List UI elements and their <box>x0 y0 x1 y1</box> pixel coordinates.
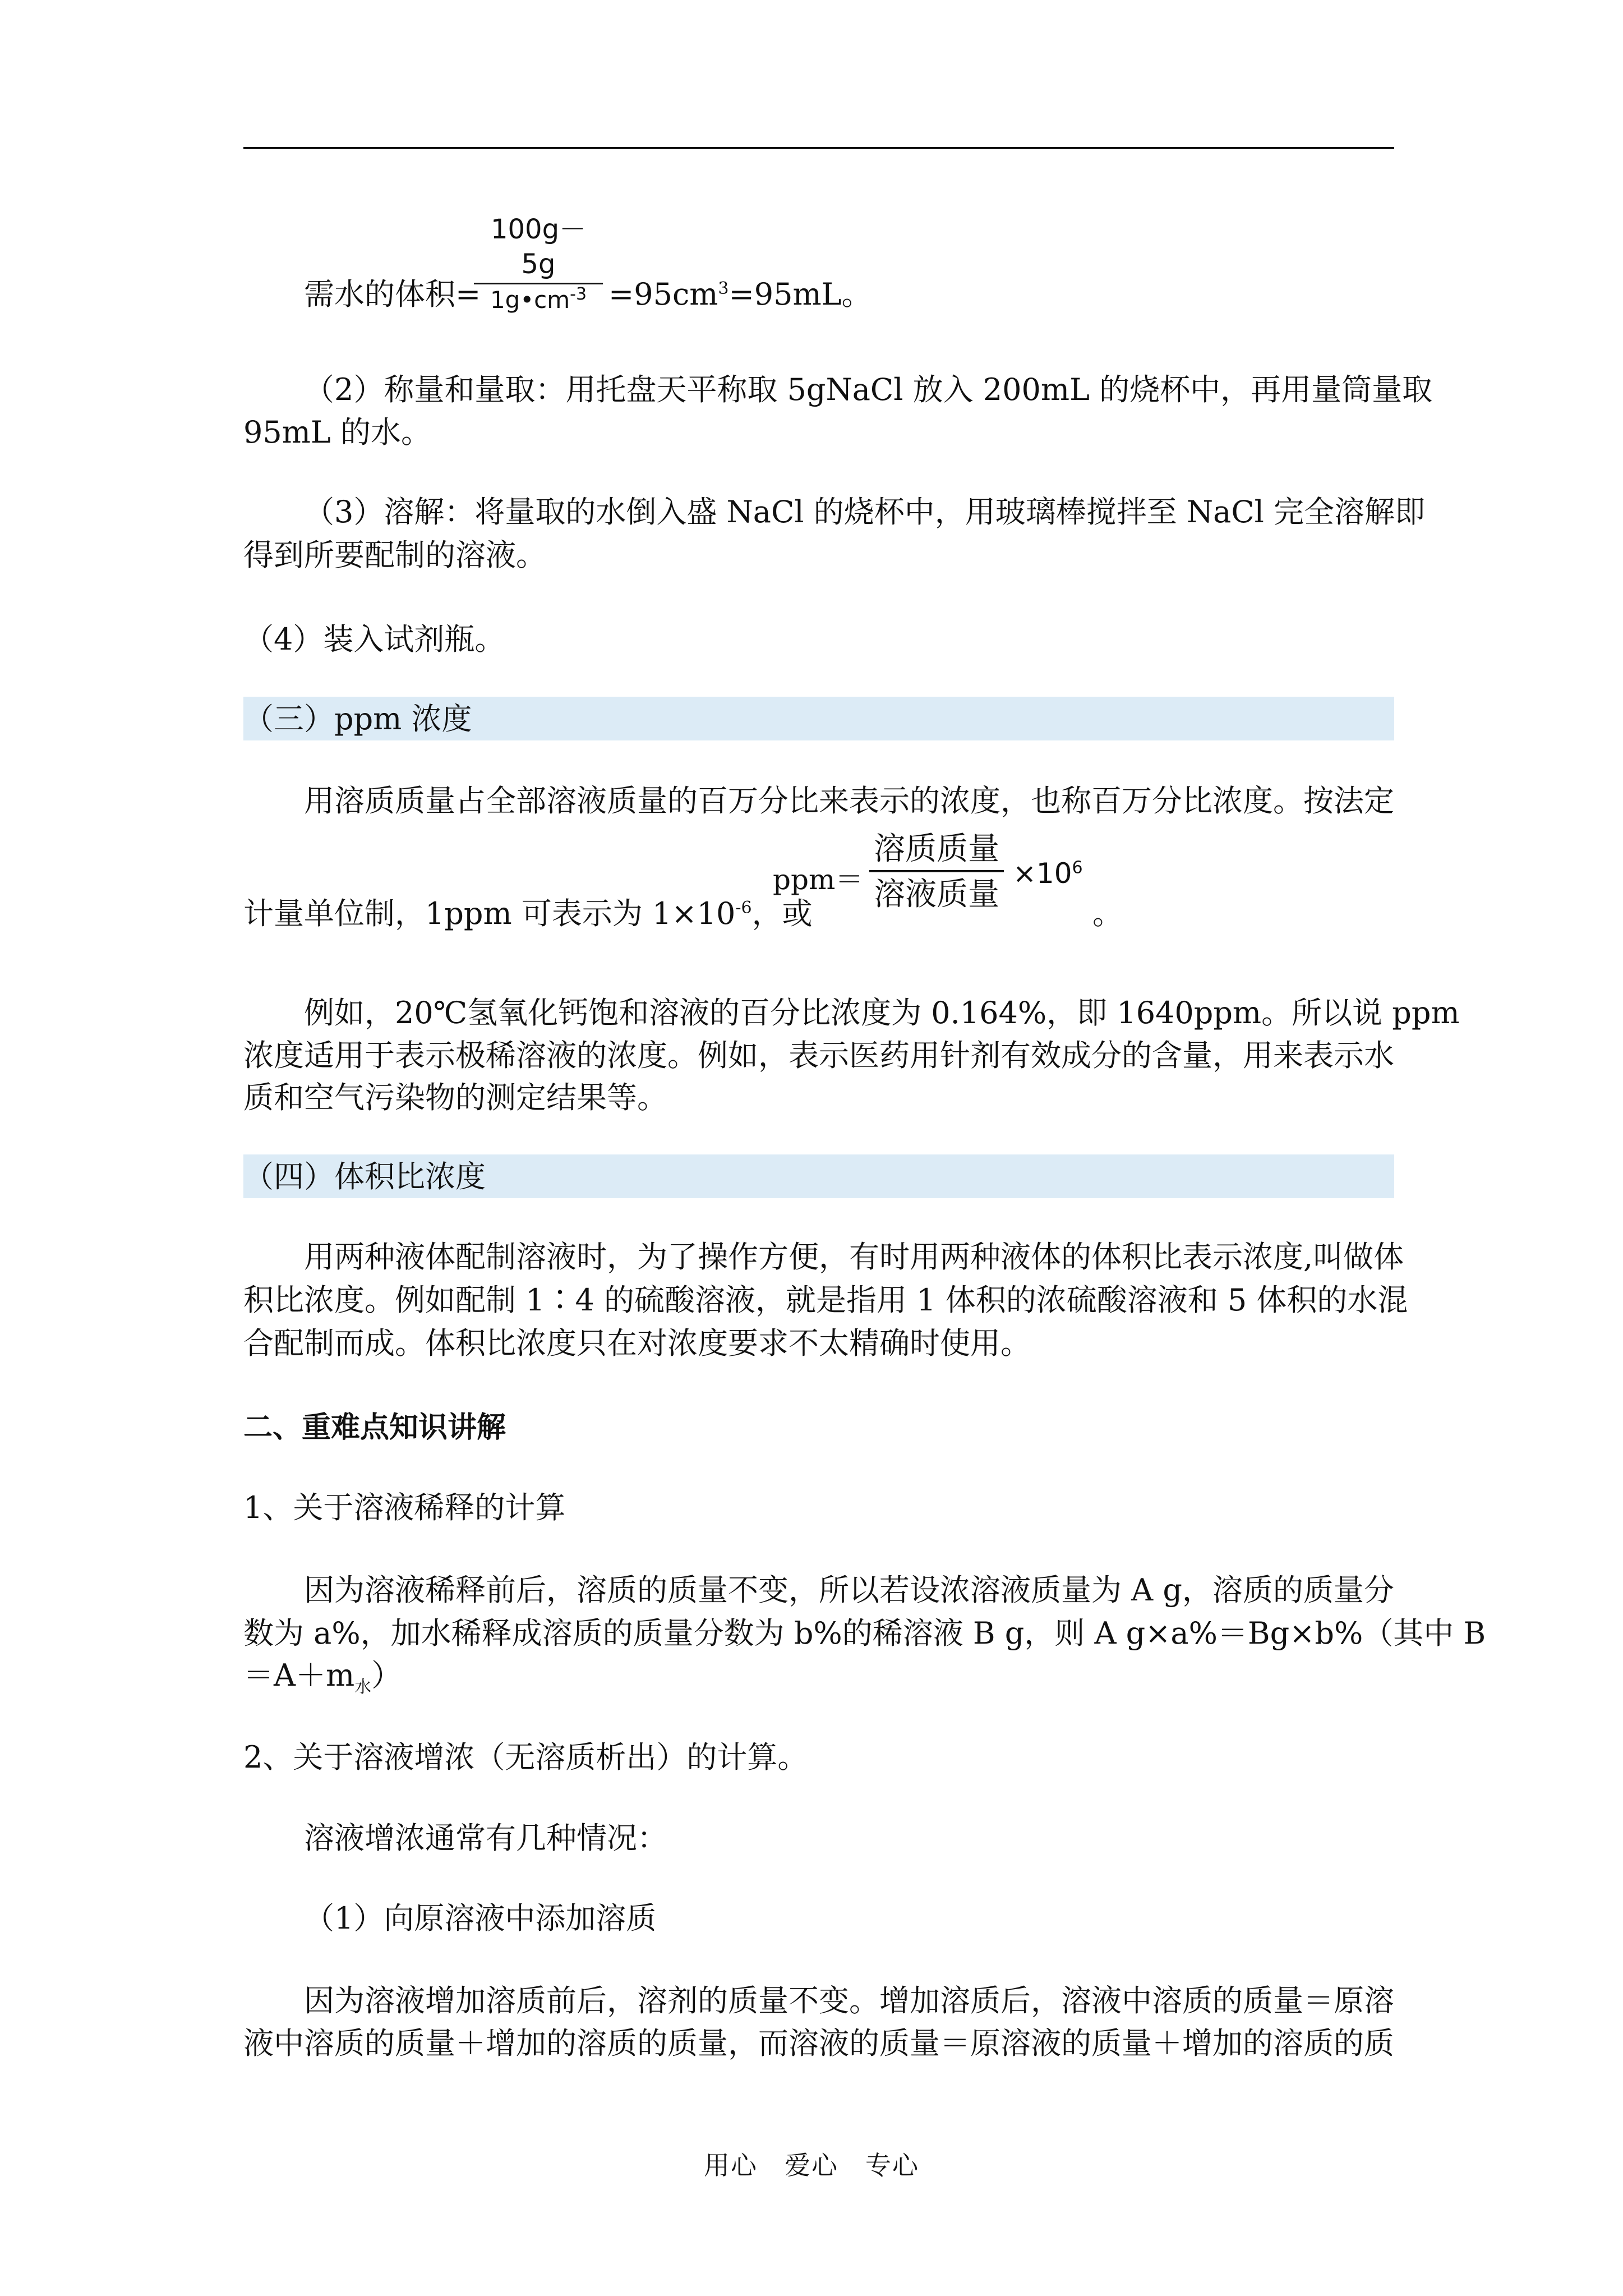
page-footer: 用心 爱心 专心 <box>704 2150 919 2180</box>
paragraph-dissolving: （3）溶解：将量取的水倒入盛 NaCl 的烧杯中，用玻璃棒搅拌至 NaCl 完全溶解即 <box>304 494 1426 530</box>
ppm-example-cont-1: 浓度适用于表示极稀溶液的浓度。例如，表示医药用针剂有效成分的含量，用来表示水 <box>243 1038 1394 1073</box>
volume-ratio-paragraph-cont-1: 积比浓度。例如配制 1∶4 的硫酸溶液，就是指用 1 体积的浓硫酸溶液和 5 体积的水混 <box>243 1282 1408 1318</box>
concentration-paragraph: 因为溶液增加溶质前后，溶剂的质量不变。增加溶质后，溶液中溶质的质量＝原溶 <box>304 1983 1394 2018</box>
concentration-intro: 溶液增浓通常有几种情况： <box>304 1820 667 1856</box>
dilution-paragraph: 因为溶液稀释前后，溶质的质量不变，所以若设浓溶液质量为 A g，溶质的质量分 <box>304 1572 1394 1608</box>
item-dilution-title: 1、关于溶液稀释的计算 <box>243 1490 566 1525</box>
ppm-unit-line: 计量单位制，1ppm 可表示为 $1\times 10^{-6}$，或 <box>243 896 813 931</box>
section-heading-volume-ratio: （四）体积比浓度 <box>243 1154 1394 1198</box>
ppm-numerator: 溶质质量 <box>874 831 999 867</box>
ppm-formula <box>773 830 1104 920</box>
paragraph-weighing: （2）称量和量取：用托盘天平称取 5gNaCl 放入 200mL 的烧杯中，再用量筒量取 <box>304 372 1433 407</box>
fraction-numerator: 100g－5g <box>490 214 587 280</box>
ppm-definition: 用溶质质量占全部溶液质量的百万分比来表示的浓度，也称百万分比浓度。按法定 <box>304 783 1394 818</box>
ppm-formula-fraction <box>869 830 1004 914</box>
header-rule <box>243 147 1394 149</box>
formula-water-volume-result: $=95cm^3=95mL$。 <box>608 277 872 312</box>
ppm-formula-lhs: ppm＝ <box>773 863 864 896</box>
fraction-denominator: $1g•cm^{-3}$ <box>490 284 587 314</box>
ppm-example-cont-2: 质和空气污染物的测定结果等。 <box>243 1080 667 1115</box>
volume-ratio-paragraph: 用两种液体配制溶液时，为了操作方便，有时用两种液体的体积比表示浓度,叫做体 <box>304 1239 1404 1274</box>
formula-prefix: 需水的体积= <box>304 277 481 312</box>
dilution-paragraph-cont-1: 数为 a%，加水稀释成溶质的质量分数为 b%的稀溶液 B g，则 A g×a%＝Bg×b%（其中 B <box>243 1616 1486 1651</box>
paragraph-weighing-cont: 95mL 的水。 <box>243 415 431 450</box>
dilution-paragraph-cont-2: $=A+m_水$） <box>243 1658 402 1697</box>
concentration-case-1: （1）向原溶液中添加溶质 <box>304 1901 657 1936</box>
ppm-formula-end: 。 <box>1092 896 1123 931</box>
section-heading-ppm: （三）ppm 浓度 <box>243 697 1394 740</box>
item-concentration-title: 2、关于溶液增浓（无溶质析出）的计算。 <box>243 1740 808 1775</box>
section-heading-key-points: 二、重难点知识讲解 <box>243 1411 506 1444</box>
paragraph-dissolving-cont: 得到所要配制的溶液。 <box>243 537 546 573</box>
ppm-formula-times: $\times 10^6$ <box>1013 857 1083 890</box>
concentration-paragraph-cont: 液中溶质的质量＋增加的溶质的质量，而溶液的质量＝原溶液的质量＋增加的溶质的质 <box>243 2026 1394 2061</box>
ppm-denominator: 溶液质量 <box>874 876 999 913</box>
ppm-fraction-bar <box>869 870 1004 872</box>
ppm-example: 例如，20℃氢氧化钙饱和溶液的百分比浓度为 0.164%，即 1640ppm。所以说 ppm <box>304 995 1460 1030</box>
paragraph-bottling: （4）装入试剂瓶。 <box>243 622 505 657</box>
volume-ratio-paragraph-cont-2: 合配制而成。体积比浓度只在对浓度要求不太精确时使用。 <box>243 1326 1031 1361</box>
